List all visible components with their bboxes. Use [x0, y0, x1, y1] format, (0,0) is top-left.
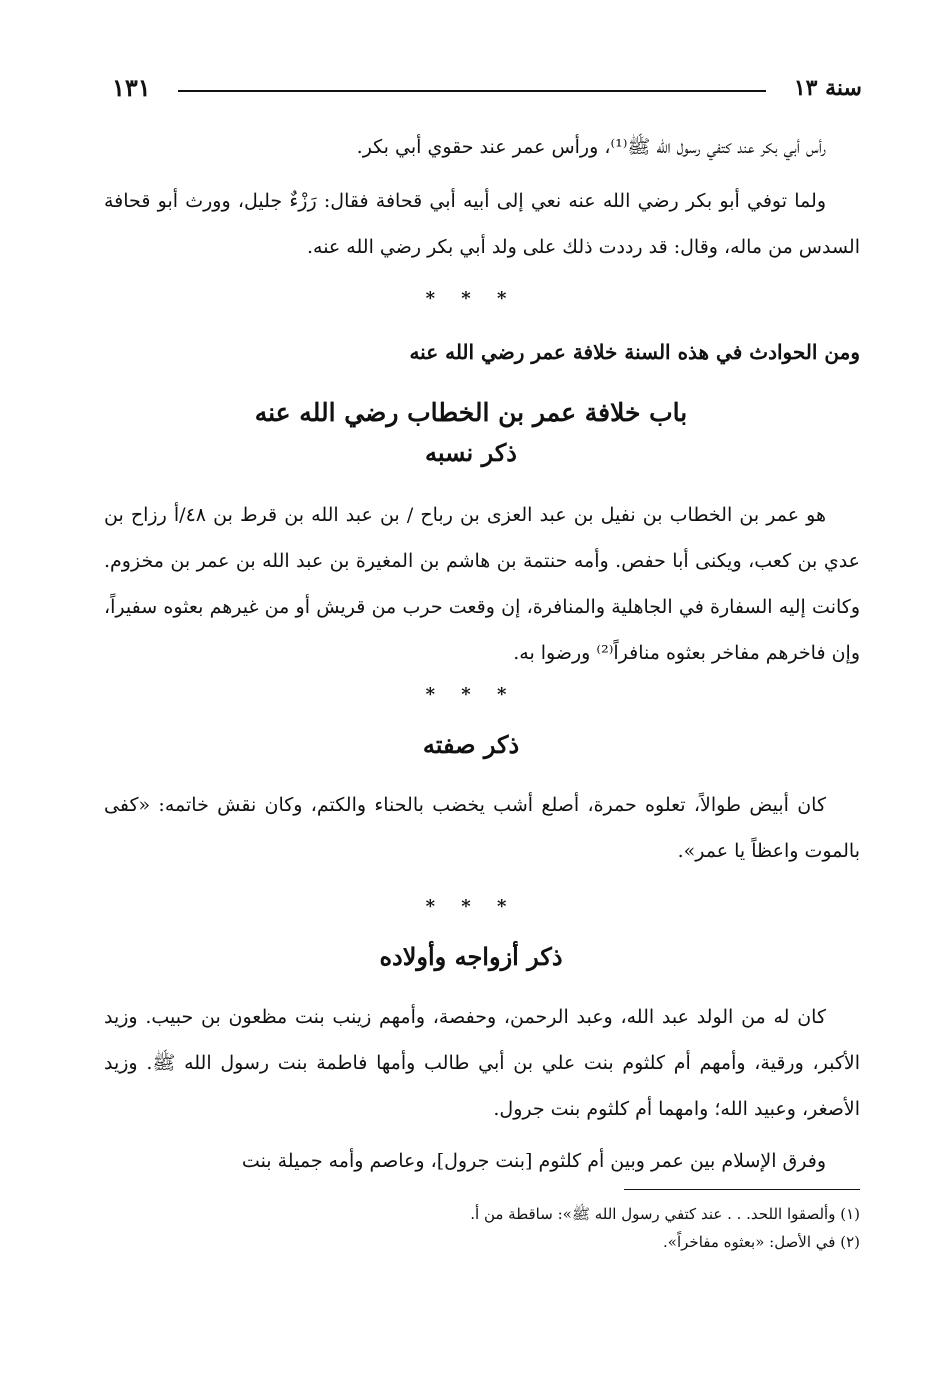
footnotes [104, 1200, 860, 1256]
footnote-1: (١) وألصقوا اللحد. . . عند كتفي رسول الله ﷺ»: ساقطة من أ. [470, 1205, 860, 1223]
lineage-heading: ذكر نسبه [425, 438, 517, 467]
wives-children-heading: ذكر أزواجه وأولاده [379, 942, 563, 971]
footnote-rule [624, 1189, 860, 1190]
paragraph-4-text: كان أبيض طوالاً، تعلوه حمرة، أصلع أشب يخضب بالحناء والكتم، وكان نقش خاتمه: «كفى بالموت واعظاً يا عمر». [104, 794, 860, 862]
paragraph-1-text: رأس أبي بكر عند كتفي رسول الله ﷺ⁽¹⁾، ورأس عمر عند حقوي أبي بكر. [356, 136, 826, 158]
paragraph-2 [104, 178, 860, 270]
page-number: ١٣١ [112, 73, 151, 102]
paragraph-1 [104, 124, 860, 170]
section-separator-1: * * * [425, 288, 517, 309]
description-heading: ذكر صفته [422, 730, 520, 759]
header-rule [178, 90, 766, 92]
events-subheading: ومن الحوادث في هذه السنة خلافة عمر رضي الله عنه [409, 340, 860, 364]
section-separator-2: * * * [425, 684, 517, 705]
paragraph-6 [104, 1138, 860, 1184]
page-header [112, 70, 862, 106]
year-label: سنة ١٣ [793, 75, 862, 101]
footnote-2: (٢) في الأصل: «بعثوه مفاخراً». [663, 1233, 860, 1251]
chapter-heading: باب خلافة عمر بن الخطاب رضي الله عنه [254, 398, 688, 427]
paragraph-5 [104, 994, 860, 1132]
paragraph-5-text: كان له من الولد عبد الله، وعبد الرحمن، وحفصة، وأمهم زينب بنت مظعون بن حبيب. وزيد الأكبر، ورقية، وأمهم أم كلثوم بنت علي بن أبي طالب وأمها فاطمة بنت رسول الله ﷺ. وزيد الأصغر، وعبيد الله؛ وامهما أم كلثوم بنت جرول. [104, 1006, 860, 1120]
section-separator-3: * * * [425, 896, 517, 917]
paragraph-3 [104, 492, 860, 676]
paragraph-2-text: ولما توفي أبو بكر رضي الله عنه نعي إلى أبيه أبي قحافة فقال: رَزْءٌ جليل، وورث أبو قحافة السدس من ماله، وقال: قد رددت ذلك على ولد أبي بكر رضي الله عنه. [104, 190, 860, 258]
paragraph-3-text: هو عمر بن الخطاب بن نفيل بن عبد العزى بن رباح / بن عبد الله بن قرط بن ٤٨/أ رزاح بن عدي بن كعب، ويكنى أبا حفص. وأمه حنتمة بن هاشم بن المغيرة بن عبد الله بن عمر بن مخزوم. وكانت إليه السفارة في الجاهلية والمنافرة، إن وقعت حرب من قريش أو من غيرهم بعثوه سفيراً، وإن فاخرهم مفاخر بعثوه منافراً⁽²⁾ ورضوا به. [104, 504, 860, 664]
paragraph-4 [104, 782, 860, 874]
paragraph-6-text: وفرق الإسلام بين عمر وبين أم كلثوم [بنت جرول]، وعاصم وأمه جميلة بنت [241, 1150, 826, 1172]
